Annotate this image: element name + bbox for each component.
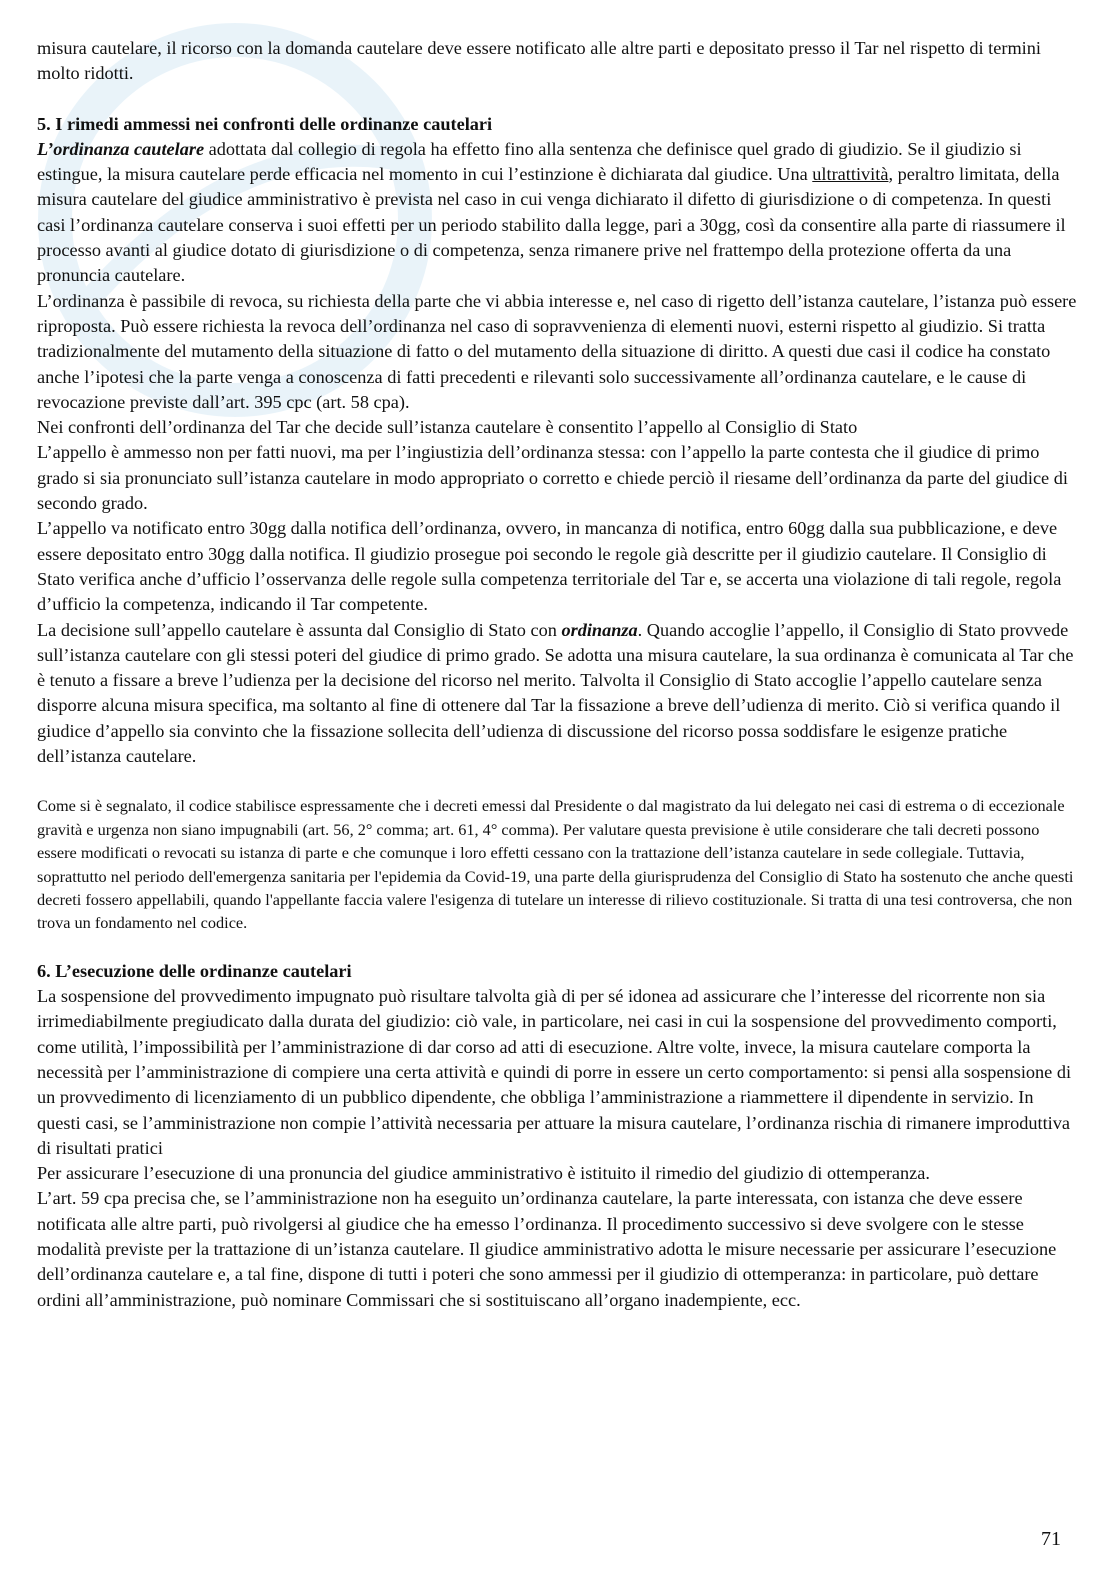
section-5-paragraph-3: Nei confronti dell’ordinanza del Tar che decide sull’istanza cautelare è consentito l’appello al Consiglio di Stato xyxy=(37,417,858,438)
paragraph-text: adottata dal collegio di regola ha effetto fino alla sentenza che definisce quel grado di giudizio. Se il giudizio si estingue, la misura cautelare perde efficacia nel momento in cui l’estinzione è dichiarata dal giudice. Una xyxy=(37,138,1022,185)
term-ordinanza-cautelare: L’ordinanza cautelare xyxy=(37,138,205,159)
intro-paragraph: misura cautelare, il ricorso con la domanda cautelare deve essere notificato alle altre parti e depositato presso il Tar nel rispetto di termini molto ridotti. xyxy=(37,38,1041,84)
section-6-paragraph-2: Per assicurare l’esecuzione di una pronuncia del giudice amministrativo è istituito il rimedio del giudizio di ottemperanza. xyxy=(37,1163,930,1184)
paragraph-text: , peraltro limitata, della misura cautelare del giudice amministrativo è prevista nel caso in cui venga dichiarato il difetto di giurisdizione o di competenza. In questi casi l’ordinanza cautelare conserva i suoi effetti per un periodo stabilito dalla legge, pari a 30gg, così da consentire alla parte di riassumere il processo avanti al giudice dotato di giurisdizione o di competenza, senza rimanere prive nel frattempo della protezione offerta da una pronuncia cautelare. xyxy=(37,164,1066,286)
section-6-heading: 6. L’esecuzione delle ordinanze cautelari xyxy=(37,960,352,981)
term-ultrattivita: ultrattività xyxy=(812,164,889,185)
paragraph-text: La decisione sull’appello cautelare è assunta dal Consiglio di Stato con xyxy=(37,619,562,640)
section-5-paragraph-2: L’ordinanza è passibile di revoca, su richiesta della parte che vi abbia interesse e, nel caso di rigetto dell’istanza cautelare, l’istanza può essere riproposta. Può essere richiesta la revoca dell’ordinanza nel caso di sopravvenienza di elementi nuovi, esterni rispetto al giudizio. Si tratta tradizionalmente del mutamento della situazione di fatto o del mutamento della situazione di diritto. A questi due casi il codice ha constato anche l’ipotesi che la parte venga a conoscenza di fatti precedenti e rilevanti solo successivamente all’ordinanza cautelare, e le cause di revocazione previste dall’art. 395 cpc (art. 58 cpa). xyxy=(37,290,1077,412)
page-number: 71 xyxy=(1041,1528,1061,1550)
section-5-paragraph-5: L’appello va notificato entro 30gg dalla notifica dell’ordinanza, ovvero, in mancanza di notifica, entro 60gg dalla sua pubblicazione, e deve essere depositato entro 30gg dalla notifica. Il giudizio prosegue poi secondo le regole già descritte per il giudizio cautelare. Il Consiglio di Stato verifica anche d’ufficio l’osservanza delle regole sulla competenza territoriale del Tar e, se accerta una violazione di tali regole, regola d’ufficio la competenza, indicando il Tar competente. xyxy=(37,518,1062,615)
section-5-paragraph-1 xyxy=(37,137,1079,289)
paragraph-text: . Quando accoglie l’appello, il Consiglio di Stato provvede sull’istanza cautelare con gli stessi poteri del giudice di primo grado. Se adotta una misura cautelare, la sua ordinanza è comunicata al Tar che è tenuto a fissare a breve l’udienza per la decisione del ricorso nel merito. Talvolta il Consiglio di Stato accoglie l’appello cautelare senza disporre alcuna misura specifica, ma soltanto al fine di ottenere dal Tar la fissazione a breve dell’udienza di merito. Ciò si verifica quando il giudice d’appello sia convinto che la fissazione sollecita dell’udienza di discussione del ricorso possa soddisfare le esigenze pratiche dell’istanza cautelare. xyxy=(37,619,1074,767)
section-5-paragraph-4: L’appello è ammesso non per fatti nuovi, ma per l’ingiustizia dell’ordinanza stessa: con l’appello la parte contesta che il giudice di primo grado si sia pronunciato sull’istanza cautelare in modo appropriato o corretto e chiede perciò il riesame dell’ordinanza da parte del giudice di secondo grado. xyxy=(37,442,1068,514)
section-5-paragraph-6 xyxy=(37,618,1079,770)
document-page xyxy=(37,36,1079,1313)
note-paragraph: Come si è segnalato, il codice stabilisce espressamente che i decreti emessi dal Presidente o dal magistrato da lui delegato nei casi di estrema o di eccezionale gravità e urgenza non siano impugnabili (art. 56, 2° comma; art. 61, 4° comma). Per valutare questa previsione è utile considerare che tali decreti possono essere modificati o revocati su istanza di parte e che comunque i loro effetti cessano con la trattazione dell’istanza cautelare in sede collegiale. Tuttavia, soprattutto nel periodo dell'emergenza sanitaria per l'epidemia da Covid-19, una parte della giurisprudenza del Consiglio di Stato ha sostenuto che anche questi decreti fossero appellabili, quando l'appellante faccia valere l'esigenza di tutelare un interesse di rilievo costituzionale. Si tratta di una tesi controversa, che non trova un fondamento nel codice. xyxy=(37,796,1074,933)
section-6-paragraph-1: La sospensione del provvedimento impugnato può risultare talvolta già di per sé idonea ad assicurare che l’interesse del ricorrente non sia irrimediabilmente pregiudicato dalla durata del giudizio: ciò vale, in particolare, nei casi in cui la sospensione del provvedimento comporti, come utilità, l’impossibilità per l’amministrazione di dar corso ad atti di esecuzione. Altre volte, invece, la misura cautelare comporta la necessità per l’amministrazione di compiere una certa attività e quindi di porre in essere un certo comportamento: si pensi alla sospensione di un provvedimento di licenziamento di un pubblico dipendente, che obbliga l’amministrazione a riammettere il dipendente in servizio. In questi casi, se l’amministrazione non compie l’attività necessaria per attuare la misura cautelare, l’ordinanza rischia di rimanere improduttiva di risultati pratici xyxy=(37,986,1072,1158)
section-6-paragraph-3: L’art. 59 cpa precisa che, se l’amministrazione non ha eseguito un’ordinanza cautelare, la parte interessata, con istanza che deve essere notificata alle altre parti, può rivolgersi al giudice che ha emesso l’ordinanza. Il procedimento successivo si deve svolgere con le stesse modalità previste per la trattazione di un’istanza cautelare. Il giudice amministrativo adotta le misure necessarie per assicurare l’esecuzione dell’ordinanza cautelare e, a tal fine, dispone di tutti i poteri che sono ammessi per il giudizio di ottemperanza: in particolare, può dettare ordini all’amministrazione, può nominare Commissari che si sostituiscano all’organo inadempiente, ecc. xyxy=(37,1188,1057,1310)
term-ordinanza: ordinanza xyxy=(561,619,638,640)
section-5-heading: 5. I rimedi ammessi nei confronti delle ordinanze cautelari xyxy=(37,113,493,134)
